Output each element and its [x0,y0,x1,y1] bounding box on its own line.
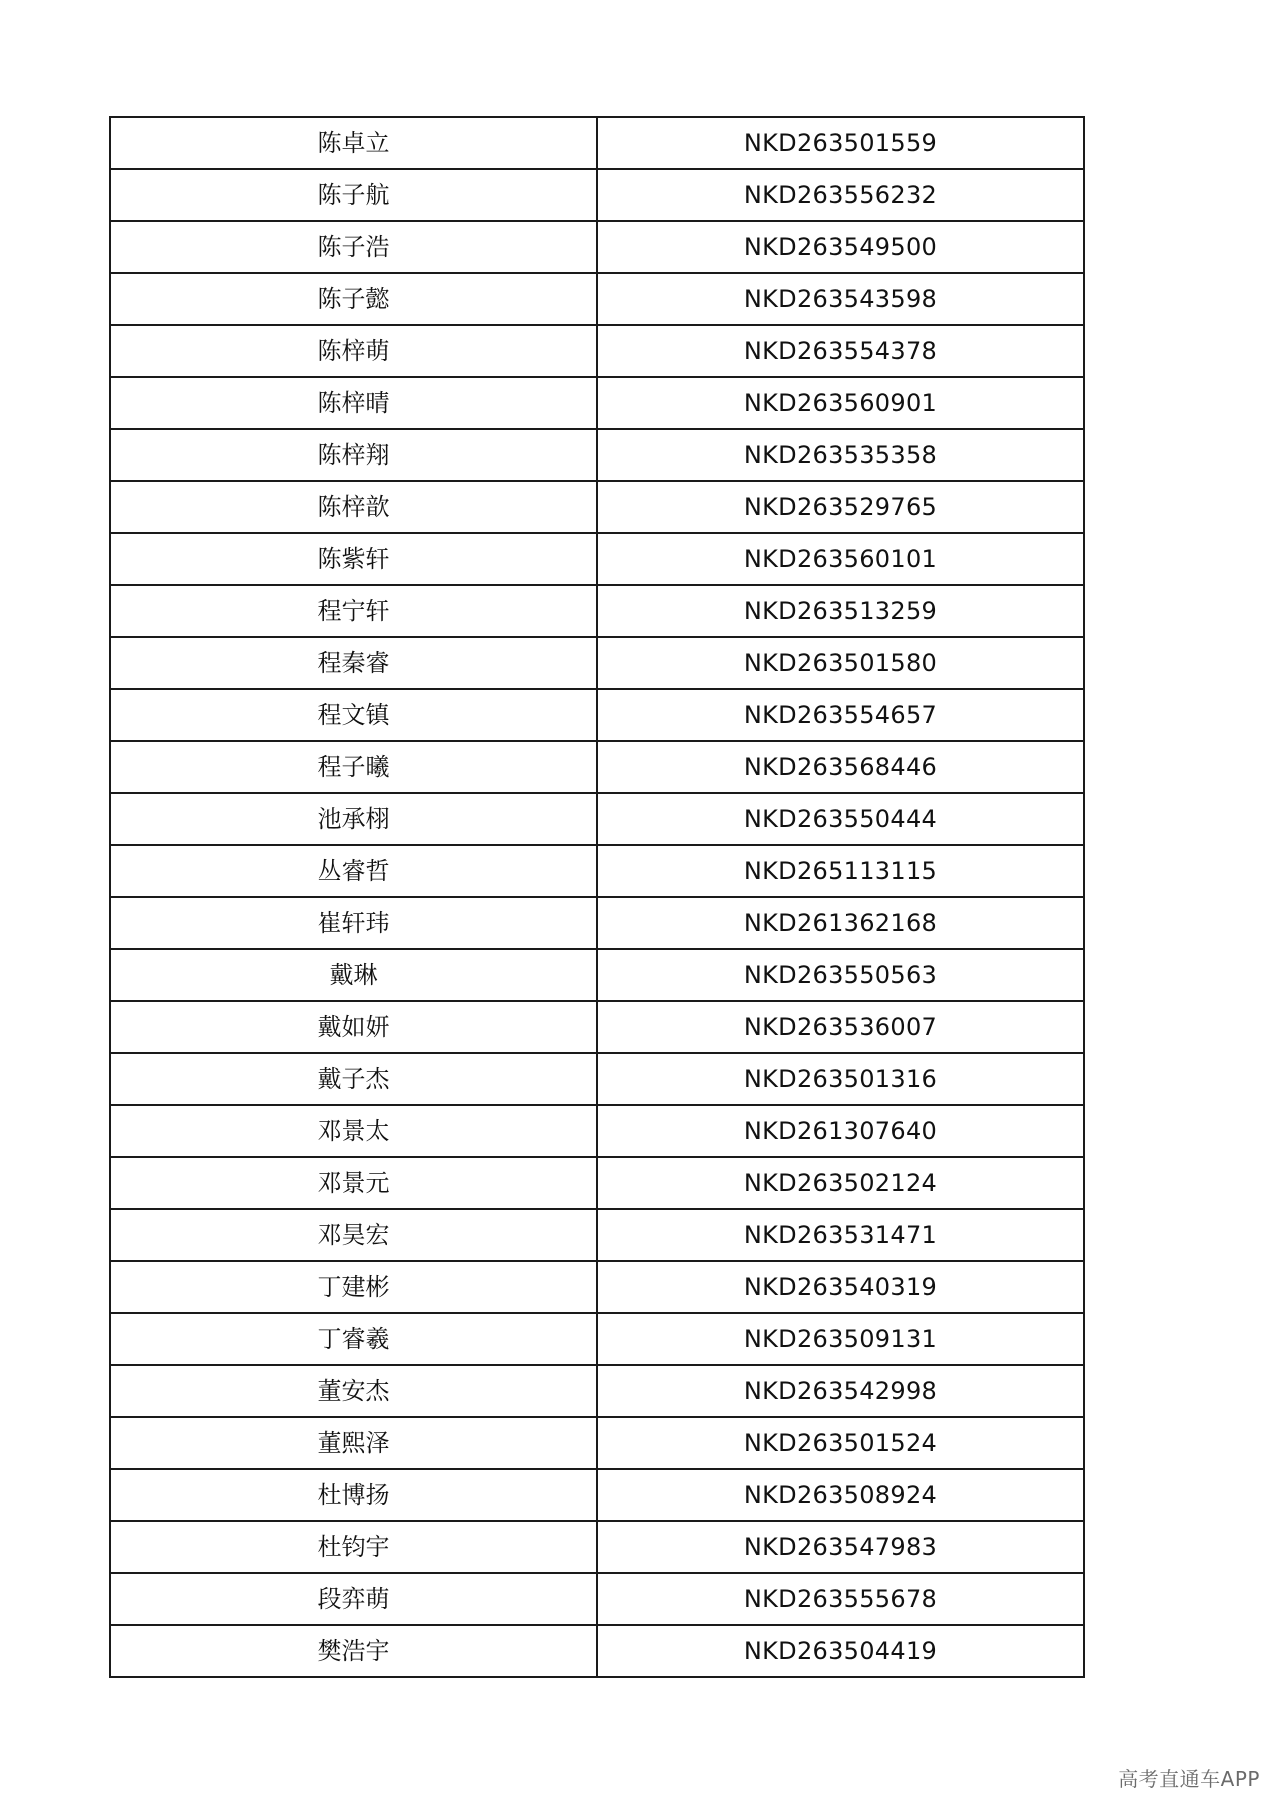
student-name-cell: 邓景太 [110,1105,597,1157]
table-row [110,1469,1084,1521]
student-name-cell: 丛睿哲 [110,845,597,897]
student-name-cell: 陈子浩 [110,221,597,273]
table-row [110,1573,1084,1625]
table-row [110,1313,1084,1365]
student-name-cell: 池承栩 [110,793,597,845]
table-row [110,1053,1084,1105]
student-name-cell: 程文镇 [110,689,597,741]
registration-id-cell: NKD263554378 [597,325,1084,377]
student-name-cell: 崔轩玮 [110,897,597,949]
registration-id-cell: NKD263540319 [597,1261,1084,1313]
registration-id-cell: NKD263536007 [597,1001,1084,1053]
student-name-cell: 董安杰 [110,1365,597,1417]
registration-id-cell: NKD263531471 [597,1209,1084,1261]
table-row [110,1157,1084,1209]
registration-id-cell: NKD263549500 [597,221,1084,273]
table-row [110,221,1084,273]
table-row [110,481,1084,533]
student-name-cell: 程子曦 [110,741,597,793]
registration-id-cell: NKD263502124 [597,1157,1084,1209]
table-row [110,1209,1084,1261]
table-row [110,1625,1084,1677]
registration-id-cell: NKD261307640 [597,1105,1084,1157]
student-name-cell: 陈梓歆 [110,481,597,533]
table-row [110,1001,1084,1053]
registration-id-cell: NKD263543598 [597,273,1084,325]
table-row [110,429,1084,481]
registration-id-cell: NKD263556232 [597,169,1084,221]
roster-table-body [110,117,1084,1677]
roster-table [109,116,1085,1678]
registration-id-cell: NKD263529765 [597,481,1084,533]
registration-id-cell: NKD263560901 [597,377,1084,429]
table-row [110,377,1084,429]
student-name-cell: 陈卓立 [110,117,597,169]
registration-id-cell: NKD263501559 [597,117,1084,169]
student-name-cell: 程秦睿 [110,637,597,689]
table-row [110,533,1084,585]
registration-id-cell: NKD263560101 [597,533,1084,585]
registration-id-cell: NKD263550563 [597,949,1084,1001]
table-row [110,1105,1084,1157]
student-name-cell: 戴琳 [110,949,597,1001]
table-row [110,273,1084,325]
student-name-cell: 陈子懿 [110,273,597,325]
student-name-cell: 邓昊宏 [110,1209,597,1261]
table-row [110,741,1084,793]
student-name-cell: 戴如妍 [110,1001,597,1053]
student-name-cell: 陈梓晴 [110,377,597,429]
registration-id-cell: NKD263554657 [597,689,1084,741]
student-name-cell: 陈子航 [110,169,597,221]
table-row [110,169,1084,221]
student-name-cell: 陈梓翔 [110,429,597,481]
registration-id-cell: NKD261362168 [597,897,1084,949]
registration-id-cell: NKD263508924 [597,1469,1084,1521]
table-row [110,793,1084,845]
table-row [110,1261,1084,1313]
table-row [110,117,1084,169]
table-row [110,689,1084,741]
registration-id-cell: NKD265113115 [597,845,1084,897]
registration-id-cell: NKD263501524 [597,1417,1084,1469]
registration-id-cell: NKD263542998 [597,1365,1084,1417]
registration-id-cell: NKD263501580 [597,637,1084,689]
student-name-cell: 陈紫轩 [110,533,597,585]
table-row [110,325,1084,377]
table-row [110,585,1084,637]
table-row [110,637,1084,689]
table-row [110,1365,1084,1417]
registration-id-cell: NKD263501316 [597,1053,1084,1105]
registration-id-cell: NKD263504419 [597,1625,1084,1677]
student-name-cell: 戴子杰 [110,1053,597,1105]
table-row [110,1521,1084,1573]
registration-id-cell: NKD263509131 [597,1313,1084,1365]
student-name-cell: 董熙泽 [110,1417,597,1469]
student-name-cell: 陈梓萌 [110,325,597,377]
table-row [110,949,1084,1001]
registration-id-cell: NKD263547983 [597,1521,1084,1573]
registration-id-cell: NKD263555678 [597,1573,1084,1625]
student-name-cell: 段弈萌 [110,1573,597,1625]
student-name-cell: 杜钧宇 [110,1521,597,1573]
watermark: 高考直通车APP [1118,1767,1260,1791]
student-name-cell: 邓景元 [110,1157,597,1209]
student-name-cell: 程宁轩 [110,585,597,637]
student-name-cell: 杜博扬 [110,1469,597,1521]
registration-id-cell: NKD263550444 [597,793,1084,845]
table-row [110,845,1084,897]
student-name-cell: 丁建彬 [110,1261,597,1313]
table-row [110,897,1084,949]
student-name-cell: 樊浩宇 [110,1625,597,1677]
student-name-cell: 丁睿羲 [110,1313,597,1365]
table-row [110,1417,1084,1469]
registration-id-cell: NKD263535358 [597,429,1084,481]
registration-id-cell: NKD263568446 [597,741,1084,793]
registration-id-cell: NKD263513259 [597,585,1084,637]
